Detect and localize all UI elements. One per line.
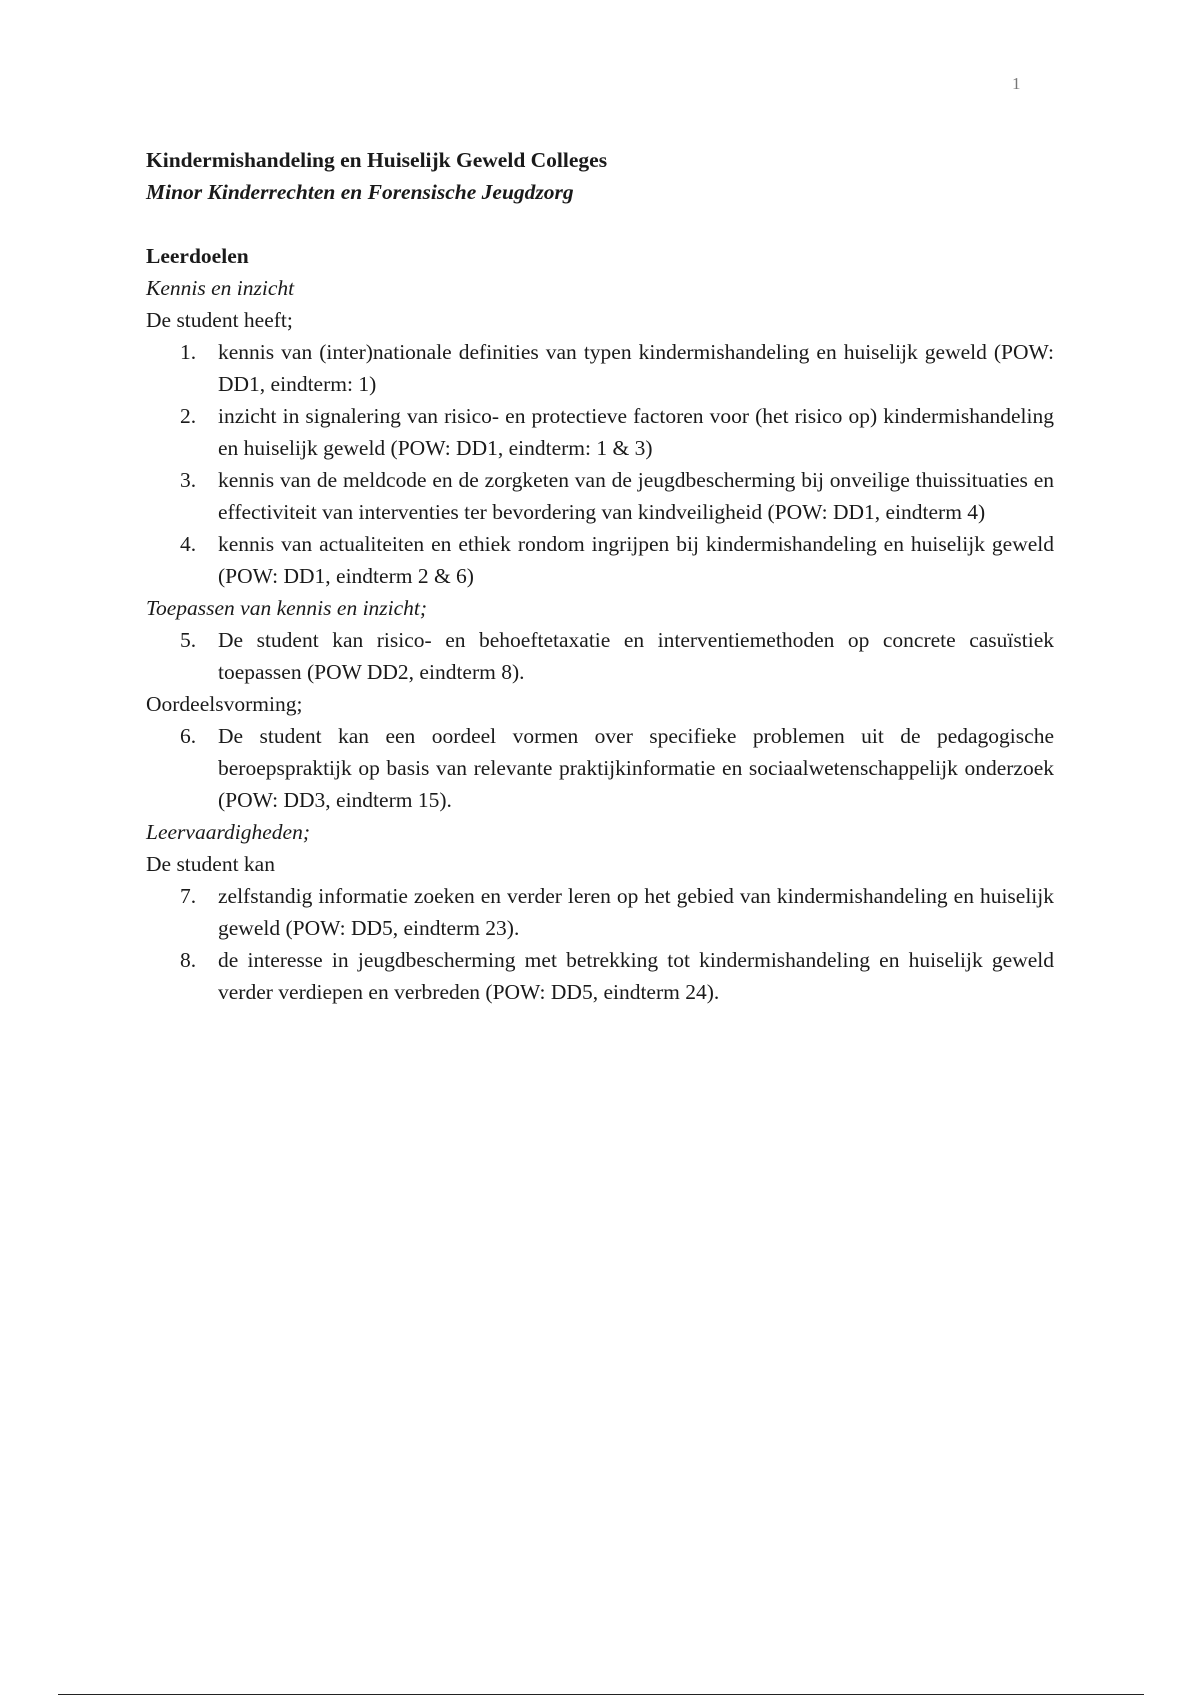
section-heading-leerdoelen: Leerdoelen <box>146 244 249 268</box>
group-label-leervaardigheden: Leervaardigheden; <box>146 820 310 844</box>
list-item <box>146 624 1054 688</box>
list-item-text: kennis van de meldcode en de zorgketen van de jeugdbescherming bij onveilige thuissituaties en effectiviteit van interventies ter bevordering van kindveiligheid (POW: DD1, eindterm 4) <box>218 468 1054 524</box>
list-item-number: 3. <box>180 468 197 492</box>
list-item-number: 2. <box>180 404 197 428</box>
list-item-text: inzicht in signalering van risico- en protectieve factoren voor (het risico op) kindermishandeling en huiselijk geweld (POW: DD1, eindterm: 1 & 3) <box>218 404 1054 460</box>
page-number: 1 <box>1012 74 1021 93</box>
list-item-text: zelfstandig informatie zoeken en verder leren op het gebied van kindermishandeling en huiselijk geweld (POW: DD5, eindterm 23). <box>218 884 1054 940</box>
goals-list-leervaardigheden <box>146 880 1054 1008</box>
group-label-oordeelsvorming: Oordeelsvorming; <box>146 692 303 716</box>
group-label-toepassen: Toepassen van kennis en inzicht; <box>146 596 428 620</box>
group-label-kennis: Kennis en inzicht <box>146 276 295 300</box>
document-subtitle: Minor Kinderrechten en Forensische Jeugdzorg <box>146 180 574 204</box>
document-body <box>146 144 1054 1008</box>
list-item-text: kennis van actualiteiten en ethiek rondom ingrijpen bij kindermishandeling en huiselijk geweld (POW: DD1, eindterm 2 & 6) <box>218 532 1054 588</box>
list-item-text: kennis van (inter)nationale definities van typen kindermishandeling en huiselijk geweld (POW: DD1, eindterm: 1) <box>218 340 1054 396</box>
goals-list-toepassen <box>146 624 1054 688</box>
list-item <box>146 400 1054 464</box>
footer-rule <box>58 1694 1144 1695</box>
list-item-number: 1. <box>180 340 197 364</box>
list-item-number: 7. <box>180 884 197 908</box>
list-item-number: 6. <box>180 724 197 748</box>
goals-list-kennis <box>146 336 1054 592</box>
list-item-number: 5. <box>180 628 197 652</box>
list-item <box>146 720 1054 816</box>
list-item <box>146 336 1054 400</box>
goals-list-oordeelsvorming <box>146 720 1054 816</box>
document-title: Kindermishandeling en Huiselijk Geweld Colleges <box>146 148 608 172</box>
group-intro-leervaardigheden: De student kan <box>146 852 275 876</box>
list-item <box>146 464 1054 528</box>
list-item-number: 8. <box>180 948 197 972</box>
list-item <box>146 944 1054 1008</box>
list-item <box>146 528 1054 592</box>
list-item-text: De student kan een oordeel vormen over specifieke problemen uit de pedagogische beroepspraktijk op basis van relevante praktijkinformatie en sociaalwetenschappelijk onderzoek (POW: DD3, eindterm 15). <box>218 724 1054 812</box>
group-intro-kennis: De student heeft; <box>146 308 293 332</box>
list-item <box>146 880 1054 944</box>
list-item-number: 4. <box>180 532 197 556</box>
list-item-text: De student kan risico- en behoeftetaxatie en interventiemethoden op concrete casuïstiek toepassen (POW DD2, eindterm 8). <box>218 628 1054 684</box>
list-item-text: de interesse in jeugdbescherming met betrekking tot kindermishandeling en huiselijk geweld verder verdiepen en verbreden (POW: DD5, eindterm 24). <box>218 948 1054 1004</box>
